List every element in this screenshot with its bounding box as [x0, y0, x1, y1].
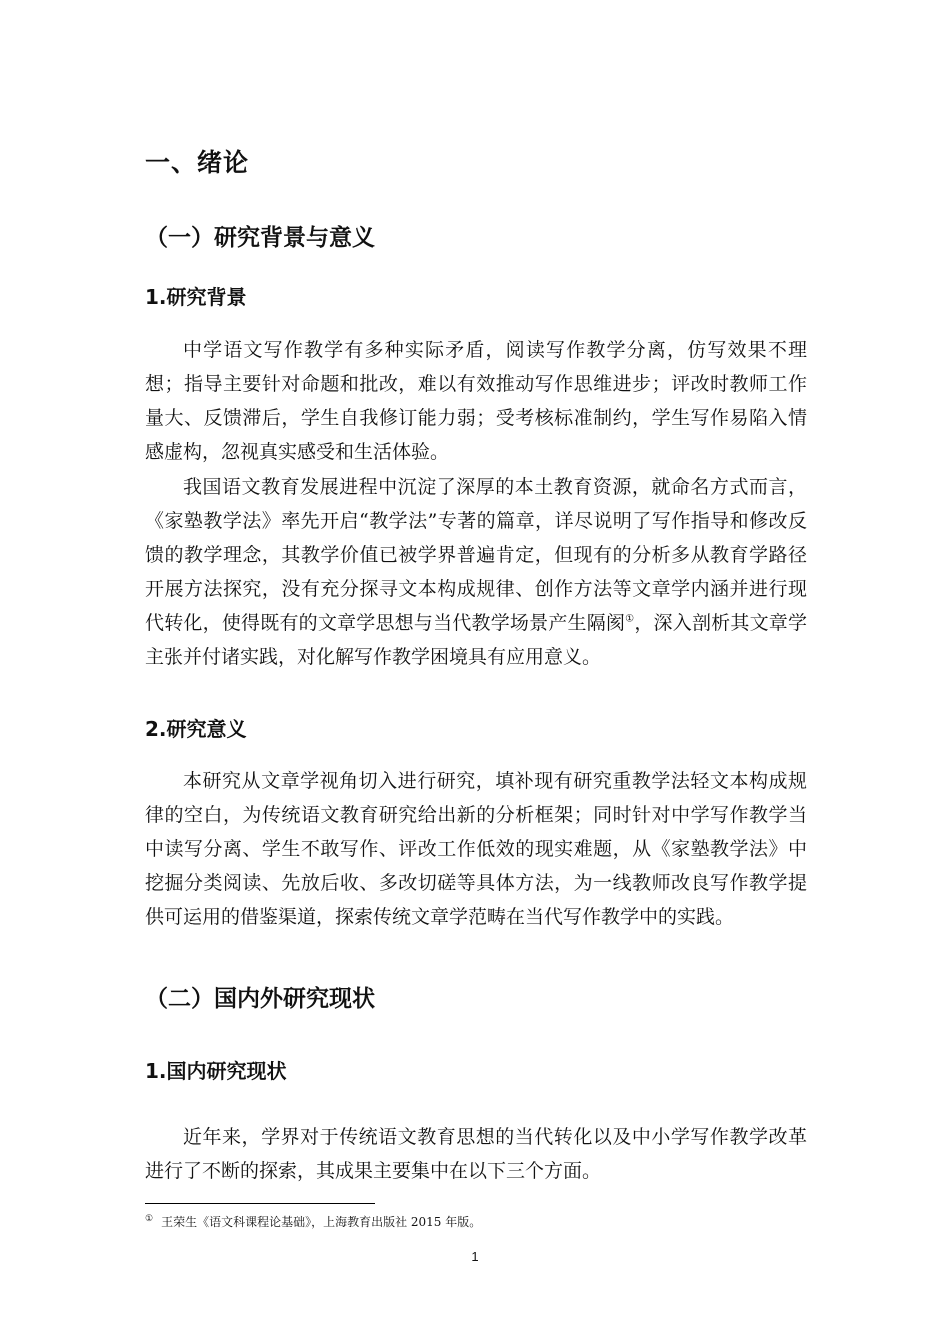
subsection-title-domestic: 1.国内研究现状 [145, 1059, 287, 1083]
subsection-title-background: 1.研究背景 [145, 285, 247, 309]
paragraph-text: 我国语文教育发展进程中沉淀了深厚的本土教育资源，就命名方式而言，《家塾教学法》率先开启“教学法”专著的篇章，详尽说明了写作指导和修改反馈的教学理念，其教学价值已被学界普遍肯定，但现有的分析多从教育学路径开展方法探究，没有充分探寻文本构成规律、创作方法等文章学内涵并进行现代转化，使得既有的文章学思想与当代教学场景产生隔阂 [145, 476, 807, 634]
footnote-reference[interactable]: ① [625, 613, 635, 625]
page-number: 1 [471, 1249, 479, 1264]
section-title-research-status: （二）国内外研究现状 [145, 986, 375, 1012]
chapter-title: 一、绪论 [145, 148, 250, 177]
footnote-divider [145, 1203, 375, 1204]
paragraph-text: ，深入剖析其文章学主张并付诸实践，对化解写作教学困境具有应用意义。 [145, 612, 807, 668]
section-title-background: （一）研究背景与意义 [145, 225, 375, 251]
footnote-mark: ① [145, 1214, 154, 1224]
paragraph-background-1: 中学语文写作教学有多种实际矛盾，阅读写作教学分离，仿写效果不理想；指导主要针对命题和批改，难以有效推动写作思维进步；评改时教师工作量大、反馈滞后，学生自我修订能力弱；受考核标准制约，学生写作易陷入情感虚构，忽视真实感受和生活体验。 [145, 339, 807, 463]
paragraph-significance: 本研究从文章学视角切入进行研究，填补现有研究重教学法轻文本构成规律的空白，为传统语文教育研究给出新的分析框架；同时针对中学写作教学当中读写分离、学生不敢写作、评改工作低效的现实难题，从《家塾教学法》中挖掘分类阅读、先放后收、多改切磋等具体方法，为一线教师改良写作教学提供可运用的借鉴渠道，探索传统文章学范畴在当代写作教学中的实践。 [145, 770, 807, 928]
footnote [145, 1209, 481, 1232]
footnote-text: 王荣生《语文科课程论基础》，上海教育出版社 2015 年版。 [161, 1215, 482, 1229]
paragraph-background-2 [145, 470, 807, 674]
paragraph-domestic: 近年来，学界对于传统语文教育思想的当代转化以及中小学写作教学改革进行了不断的探索，其成果主要集中在以下三个方面。 [145, 1126, 807, 1182]
subsection-title-significance: 2.研究意义 [145, 717, 247, 741]
